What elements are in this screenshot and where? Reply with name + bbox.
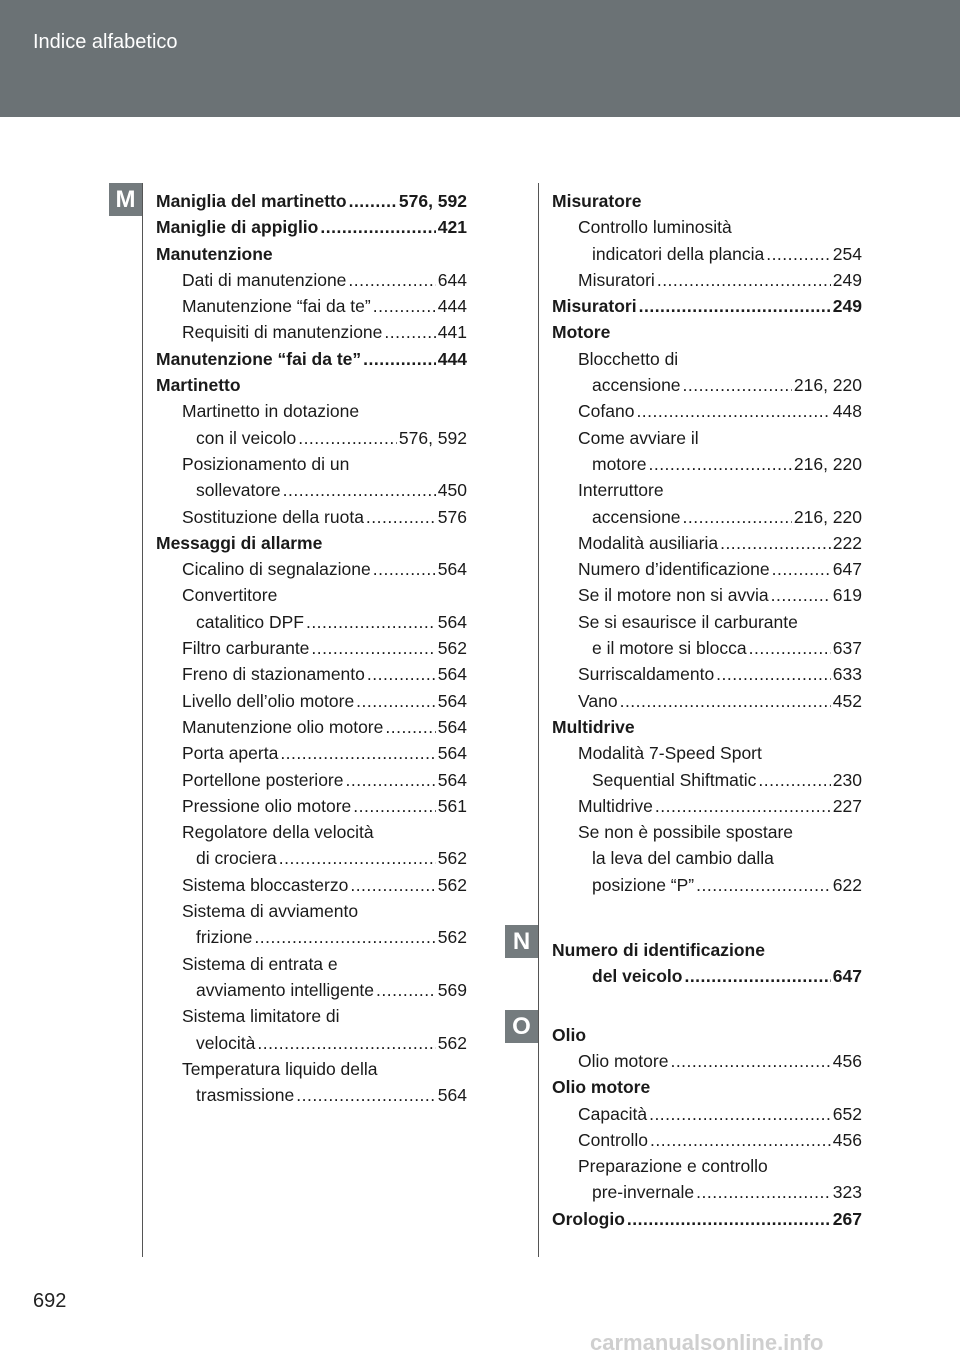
dot-leader: [257, 1030, 435, 1056]
page-reference: 564: [437, 1085, 467, 1106]
page-number: 692: [33, 1290, 67, 1312]
entry-label: Multidrive: [578, 795, 653, 816]
entry-label: Orologio: [552, 1208, 625, 1229]
entry-label: pre-invernale: [592, 1182, 695, 1203]
entry-label: Manutenzione “fai da te”: [156, 348, 362, 369]
entry-label: Misuratore: [552, 191, 642, 211]
index-subentry: [552, 635, 862, 661]
dot-leader: [366, 504, 436, 530]
page-reference: 249: [832, 269, 862, 290]
entry-label: Se si esaurisce il carburante: [578, 611, 798, 632]
dot-leader: [373, 556, 436, 582]
entry-label: Requisiti di manutenzione: [182, 322, 383, 343]
page-reference: 564: [437, 664, 467, 685]
index-subentry: [156, 1003, 467, 1029]
page-reference: 564: [437, 743, 467, 764]
entry-label: Maniglia del martinetto: [156, 191, 347, 211]
index-subentry: [156, 977, 467, 1003]
entry-label: Convertitore: [182, 585, 278, 606]
page-reference: 222: [832, 532, 862, 553]
index-subentry: [156, 951, 467, 977]
index-subentry: [156, 767, 467, 793]
page-reference: 561: [437, 795, 467, 816]
index-subentry: [552, 661, 862, 687]
dot-leader: [385, 714, 435, 740]
index-subentry: [156, 1030, 467, 1056]
entry-label: motore: [592, 453, 647, 474]
index-subentry: [552, 1048, 862, 1074]
page-reference: 576: [437, 506, 467, 527]
entry-label: Manutenzione “fai da te”: [182, 296, 371, 317]
entry-label: Olio: [552, 1024, 587, 1045]
dot-leader: [306, 609, 436, 635]
page-reference: 323: [832, 1182, 862, 1203]
dot-leader: [636, 398, 830, 424]
dot-leader: [696, 1179, 831, 1205]
index-subentry: [552, 609, 862, 635]
index-subentry: [552, 688, 862, 714]
entry-label: Martinetto: [156, 375, 241, 396]
entry-label: Controllo luminosità: [578, 217, 732, 238]
index-subentry: [156, 740, 467, 766]
index-subentry: [552, 504, 862, 530]
index-entry: [552, 1022, 862, 1048]
index-entry: [552, 1206, 862, 1232]
dot-leader: [254, 924, 435, 950]
index-entry: [156, 214, 467, 240]
left-index-column: [156, 188, 467, 1108]
header-title: Indice alfabetico: [33, 31, 178, 53]
entry-label: Olio motore: [552, 1077, 651, 1098]
page-reference: 619: [832, 585, 862, 606]
dot-leader: [684, 963, 830, 989]
entry-label: Porta aperta: [182, 743, 279, 764]
entry-label: Interruttore: [578, 480, 664, 501]
page-reference: 569: [437, 979, 467, 1000]
page-reference: 562: [437, 638, 467, 659]
index-subentry: [156, 477, 467, 503]
page-reference: 633: [832, 664, 862, 685]
entry-label: Misuratori: [578, 269, 655, 290]
entry-label: Se il motore non si avvia: [578, 585, 769, 606]
dot-leader: [376, 977, 436, 1003]
entry-label: Sistema bloccasterzo: [182, 874, 349, 895]
entry-label: posizione “P”: [592, 874, 695, 895]
index-subentry: [156, 1056, 467, 1082]
index-subentry: [552, 582, 862, 608]
dot-leader: [683, 372, 792, 398]
page-reference: 644: [437, 269, 467, 290]
entry-label: Maniglie di appiglio: [156, 217, 319, 238]
entry-label: velocità: [196, 1032, 256, 1053]
index-subentry: [156, 556, 467, 582]
entry-label: Numero di identificazione: [552, 940, 765, 961]
watermark: carmanualsonline.info: [590, 1330, 824, 1355]
page-reference: 564: [437, 611, 467, 632]
dot-leader: [639, 293, 831, 319]
section-letter-m: M: [109, 183, 142, 216]
entry-label: Controllo: [578, 1129, 649, 1150]
dot-leader: [720, 530, 831, 556]
page-reference: 564: [437, 716, 467, 737]
index-subentry: [156, 845, 467, 871]
dot-leader: [279, 845, 436, 871]
page-reference: 576, 592: [398, 191, 467, 211]
index-subentry: [552, 451, 862, 477]
dot-leader: [384, 319, 435, 345]
index-entry: [156, 372, 467, 398]
entry-label: Sistema limitatore di: [182, 1006, 340, 1027]
entry-label: con il veicolo: [196, 427, 297, 448]
index-subentry: [156, 872, 467, 898]
entry-label: Modalità 7-Speed Sport: [578, 743, 762, 764]
index-subentry: [552, 425, 862, 451]
page-reference: 249: [832, 296, 862, 317]
page-reference: 450: [437, 480, 467, 501]
dot-leader: [670, 1048, 830, 1074]
entry-label: Olio motore: [578, 1050, 669, 1071]
entry-label: accensione: [592, 506, 681, 527]
index-subentry: [156, 1082, 467, 1108]
index-subentry: [156, 661, 467, 687]
dot-leader: [627, 1206, 831, 1232]
entry-label: frizione: [196, 927, 253, 948]
dot-leader: [353, 793, 436, 819]
entry-label: Manutenzione: [156, 243, 273, 264]
page-reference: 452: [832, 690, 862, 711]
entry-label: Temperatura liquido della: [182, 1058, 378, 1079]
index-entry: [552, 319, 862, 345]
entry-label: sollevatore: [196, 480, 281, 501]
page-reference: 562: [437, 848, 467, 869]
entry-label: Sistema di entrata e: [182, 953, 338, 974]
page-reference: 564: [437, 690, 467, 711]
entry-label: del veicolo: [592, 966, 683, 987]
index-subentry: [156, 609, 467, 635]
dot-leader: [650, 1127, 831, 1153]
entry-label: di crociera: [196, 848, 277, 869]
entry-label: Capacità: [578, 1103, 648, 1124]
entry-label: Filtro carburante: [182, 638, 310, 659]
index-entry: [156, 241, 467, 267]
entry-label: accensione: [592, 375, 681, 396]
dot-leader: [649, 1101, 831, 1127]
entry-label: Preparazione e controllo: [578, 1156, 768, 1177]
entry-label: Freno di stazionamento: [182, 664, 365, 685]
entry-label: Sequential Shiftmatic: [592, 769, 757, 790]
dot-leader: [655, 793, 831, 819]
index-subentry: [156, 293, 467, 319]
entry-label: Modalità ausiliaria: [578, 532, 719, 553]
section-letter-n: N: [505, 925, 538, 958]
dot-leader: [356, 688, 436, 714]
dot-leader: [283, 477, 436, 503]
dot-leader: [716, 661, 831, 687]
index-entry: [156, 530, 467, 556]
dot-leader: [348, 267, 435, 293]
entry-label: indicatori della plancia: [592, 243, 765, 264]
index-subentry: [552, 556, 862, 582]
entry-label: Portellone posteriore: [182, 769, 344, 790]
dot-leader: [345, 767, 435, 793]
index-subentry: [552, 241, 862, 267]
entry-label: Sistema di avviamento: [182, 901, 359, 922]
index-subentry: [552, 346, 862, 372]
entry-label: Regolatore della velocità: [182, 822, 374, 843]
index-entry: [552, 188, 862, 214]
entry-label: Multidrive: [552, 716, 635, 737]
left-column-rule: [142, 183, 143, 1257]
page-reference: 456: [832, 1050, 862, 1071]
index-subentry: [552, 398, 862, 424]
entry-label: avviamento intelligente: [196, 979, 375, 1000]
index-subentry: [156, 582, 467, 608]
entry-label: Manutenzione olio motore: [182, 716, 384, 737]
index-subentry: [552, 372, 862, 398]
page-reference: 652: [832, 1103, 862, 1124]
index-subentry: [156, 451, 467, 477]
page-reference: 254: [832, 243, 862, 264]
page-reference: 421: [437, 217, 467, 238]
page-reference: 576, 592: [398, 427, 467, 448]
index-subentry: [156, 898, 467, 924]
dot-leader: [350, 872, 435, 898]
index-entry: [552, 714, 862, 740]
dot-leader: [298, 425, 397, 451]
entry-label: trasmissione: [196, 1085, 295, 1106]
index-entry: [156, 188, 467, 214]
section-spacer: [552, 898, 862, 937]
dot-leader: [749, 635, 831, 661]
dot-leader: [367, 661, 436, 687]
dot-leader: [683, 504, 792, 530]
section-letter-o: O: [505, 1010, 538, 1043]
section-spacer: [552, 990, 862, 1022]
page-reference: 564: [437, 769, 467, 790]
entry-label: Se non è possibile spostare: [578, 822, 793, 843]
page-reference: 647: [832, 559, 862, 580]
index-subentry: [552, 267, 862, 293]
page-reference: 216, 220: [793, 375, 862, 396]
entry-label: la leva del cambio dalla: [592, 848, 774, 869]
dot-leader: [280, 740, 435, 766]
entry-label: Messaggi di allarme: [156, 532, 323, 553]
page-reference: 444: [437, 296, 467, 317]
index-subentry: [156, 635, 467, 661]
entry-label: Posizionamento di un: [182, 453, 350, 474]
index-subentry: [552, 819, 862, 845]
entry-label: Cofano: [578, 401, 635, 422]
page-header: [0, 0, 960, 117]
entry-label: Dati di manutenzione: [182, 269, 347, 290]
index-subentry: [156, 504, 467, 530]
dot-leader: [311, 635, 435, 661]
index-subentry: [552, 477, 862, 503]
page-reference: 562: [437, 1032, 467, 1053]
index-subentry: [156, 924, 467, 950]
dot-leader: [648, 451, 791, 477]
index-subentry: [156, 793, 467, 819]
entry-label: Misuratori: [552, 296, 637, 317]
entry-label: e il motore si blocca: [592, 638, 747, 659]
index-subentry: [552, 1153, 862, 1179]
index-subentry: [552, 872, 862, 898]
dot-leader: [771, 582, 831, 608]
dot-leader: [758, 767, 830, 793]
index-subentry: [552, 845, 862, 871]
index-entry: [552, 293, 862, 319]
index-subentry: [156, 319, 467, 345]
page-reference: 230: [832, 769, 862, 790]
entry-label: Cicalino di segnalazione: [182, 559, 371, 580]
index-subentry: [552, 767, 862, 793]
index-subentry: [156, 819, 467, 845]
right-column-rule: [538, 183, 539, 1257]
entry-label: Pressione olio motore: [182, 795, 352, 816]
dot-leader: [696, 872, 831, 898]
dot-leader: [363, 346, 436, 372]
dot-leader: [296, 1082, 436, 1108]
dot-leader: [772, 556, 831, 582]
page-reference: 637: [832, 638, 862, 659]
index-subentry: [552, 1179, 862, 1205]
index-subentry: [552, 793, 862, 819]
index-subentry: [552, 530, 862, 556]
page-reference: 444: [437, 348, 467, 369]
page-reference: 216, 220: [793, 453, 862, 474]
page-reference: 456: [832, 1129, 862, 1150]
index-subentry: [156, 714, 467, 740]
dot-leader: [620, 688, 831, 714]
page-reference: 216, 220: [793, 506, 862, 527]
entry-label: Motore: [552, 322, 611, 343]
index-subentry: [552, 740, 862, 766]
entry-label: Sostituzione della ruota: [182, 506, 364, 527]
dot-leader: [657, 267, 831, 293]
entry-label: Come avviare il: [578, 427, 699, 448]
page-reference: 647: [832, 966, 862, 987]
index-subentry: [552, 1101, 862, 1127]
index-entry: [552, 1074, 862, 1100]
entry-label: Surriscaldamento: [578, 664, 715, 685]
index-subentry: [156, 688, 467, 714]
entry-label: Numero d’identificazione: [578, 559, 770, 580]
index-subentry: [156, 425, 467, 451]
page-reference: 622: [832, 874, 862, 895]
entry-label: catalitico DPF: [196, 611, 304, 632]
page-reference: 267: [832, 1208, 862, 1229]
dot-leader: [373, 293, 436, 319]
entry-label: Vano: [578, 690, 618, 711]
page-reference: 564: [437, 559, 467, 580]
right-index-column: [552, 188, 862, 1232]
page-reference: 441: [437, 322, 467, 343]
entry-label: Martinetto in dotazione: [182, 401, 360, 422]
entry-label: Livello dell’olio motore: [182, 690, 355, 711]
page-reference: 448: [832, 401, 862, 422]
dot-leader: [766, 241, 831, 267]
page-reference: 227: [832, 795, 862, 816]
dot-leader: [320, 214, 435, 240]
index-subentry: [156, 267, 467, 293]
entry-label: Blocchetto di: [578, 348, 679, 369]
page-reference: 562: [437, 874, 467, 895]
dot-leader: [349, 188, 397, 214]
index-entry: [156, 346, 467, 372]
index-subentry: [552, 1127, 862, 1153]
index-subentry: [552, 214, 862, 240]
page-reference: 562: [437, 927, 467, 948]
index-subentry: [552, 963, 862, 989]
index-subentry: [156, 398, 467, 424]
index-entry: [552, 937, 862, 963]
